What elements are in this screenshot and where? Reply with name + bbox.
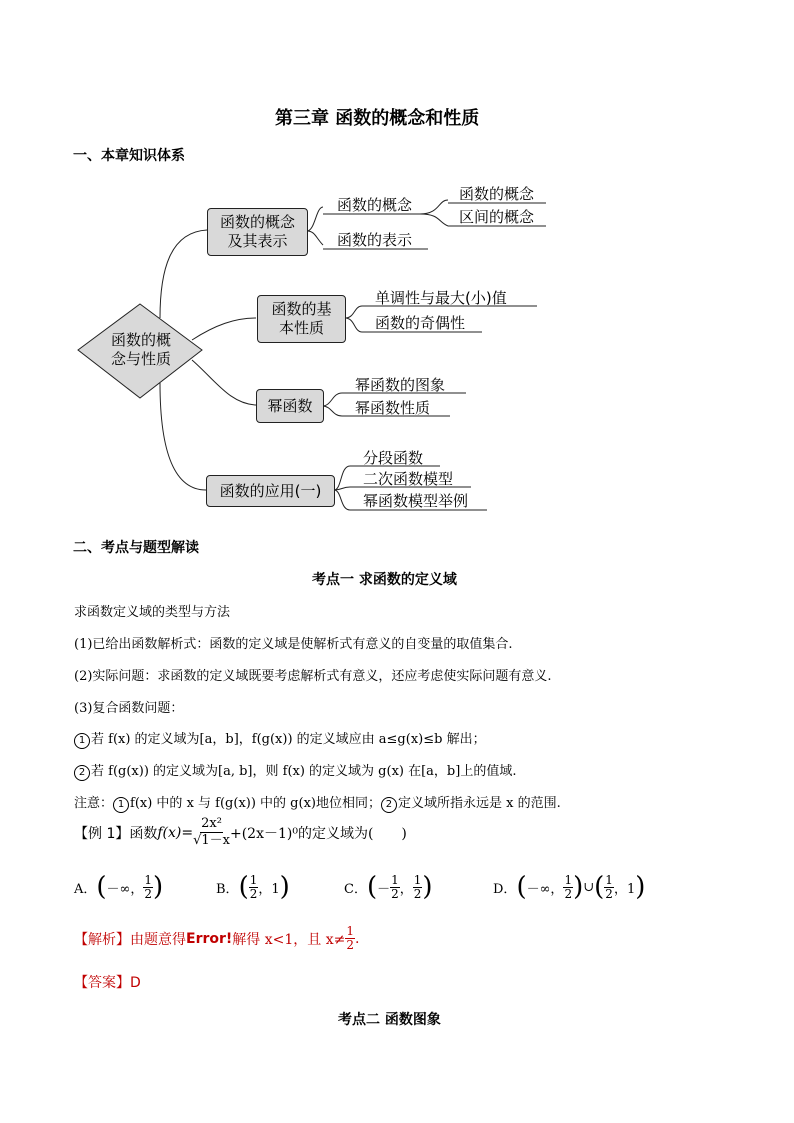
section-heading-1: 一、本章知识体系: [73, 148, 185, 164]
text-line-5-body: 若 f(x) 的定义域为[a，b]，f(g(x)) 的定义域应由 a≤g(x)≤b 解出；: [91, 732, 486, 747]
branch-box-application: 函数的应用(一): [206, 475, 335, 507]
paren-open: (: [516, 872, 527, 902]
paren-open: (: [366, 872, 378, 902]
leaf-b1-sub1: 函数的概念: [337, 196, 413, 214]
circled-number-1: 1: [74, 733, 90, 749]
example-tail: +(2x－1)⁰的定义域为( ): [229, 825, 407, 842]
text-line-5: [74, 728, 486, 749]
option-d-den2: 2: [605, 886, 613, 901]
option-c-num1: 1: [391, 872, 399, 887]
branch1-line1: 函数的概念: [219, 213, 295, 231]
connector-b4: [334, 466, 350, 510]
example-fx: f(x)=: [157, 824, 194, 841]
circled-number-1b: 1: [113, 797, 129, 813]
connector-root-b2: [192, 318, 256, 340]
paren-open: (: [594, 872, 605, 902]
example-denominator: √1－x: [193, 833, 230, 848]
option-b[interactable]: [216, 872, 290, 902]
branch-box-concept: [207, 208, 308, 256]
option-c-num2: 1: [413, 872, 422, 887]
leaf-b2-1: 单调性与最大(小)值: [375, 289, 507, 307]
paren-close: ): [635, 872, 646, 902]
option-c-fraction-2: [413, 874, 423, 901]
option-b-letter: B．: [216, 881, 239, 897]
note-end: 定义域所指永远是 x 的范围.: [397, 796, 561, 811]
leaf-b3-1: 幂函数的图象: [355, 376, 446, 394]
connector-b1-sub: [307, 207, 323, 245]
analysis-end: .: [354, 930, 360, 947]
branch-box-power: 幂函数: [256, 389, 324, 423]
analysis-text: 由题意得: [130, 931, 186, 948]
leaf-b3-2: 幂函数性质: [355, 399, 431, 417]
connector-root-b1: [160, 230, 207, 318]
option-d-right: ，1: [613, 881, 636, 897]
paren-close: ): [153, 872, 164, 902]
branch-box-properties: [257, 295, 346, 343]
example-numerator: 2x²: [201, 816, 222, 831]
option-d[interactable]: [493, 872, 645, 902]
leaf-b4-1: 分段函数: [363, 449, 424, 467]
option-c-comma: ，: [399, 881, 413, 897]
note-middle: f(x) 中的 x 与 f(g(x)) 中的 g(x)地位相同；: [130, 796, 381, 811]
answer: [74, 972, 141, 992]
option-c-den2: 2: [413, 886, 422, 901]
circled-number-2: 2: [74, 765, 90, 781]
text-line-3: (2)实际问题：求函数的定义域既要考虑解析式有意义，还应考虑使实际问题有意义.: [74, 669, 552, 684]
analysis-error: Error!: [186, 930, 233, 947]
analysis-den: 2: [346, 938, 354, 952]
analysis-label: 【解析】: [74, 931, 130, 948]
circled-number-2b: 2: [381, 797, 397, 813]
text-line-1: 求函数定义域的类型与方法: [74, 605, 231, 620]
option-d-num1: 1: [564, 872, 573, 887]
paren-open: (: [238, 872, 249, 902]
option-a-letter: A．: [74, 881, 97, 897]
paren-close: ): [422, 872, 433, 902]
connector-b2: [345, 306, 362, 332]
option-b-right: ，1: [258, 881, 280, 897]
root-label-line2: 念与性质: [110, 350, 171, 368]
analysis-num: 1: [346, 924, 354, 938]
example-1: [74, 816, 407, 849]
text-line-4: (3)复合函数问题：: [74, 701, 184, 716]
option-d-num2: 1: [605, 872, 613, 887]
option-a-left: －∞，: [106, 881, 144, 897]
answer-value: D: [130, 975, 141, 991]
option-b-den: 2: [249, 886, 258, 901]
option-c-fraction-1: [390, 874, 400, 901]
text-line-2: (1)已给出函数解析式：函数的定义域是使解析式有意义的自变量的取值集合.: [74, 637, 513, 652]
connector-root-b3: [192, 360, 256, 405]
option-c[interactable]: [344, 872, 433, 902]
text-line-6: [74, 760, 516, 781]
kaodian-2-heading: 考点二 函数图象: [338, 1012, 441, 1028]
option-b-num: 1: [249, 872, 258, 887]
paren-open: (: [96, 872, 107, 902]
root-label-line1: 函数的概: [110, 331, 171, 349]
option-a-den: 2: [144, 886, 153, 901]
option-d-den1: 2: [564, 886, 573, 901]
analysis-fraction: [345, 925, 355, 952]
analysis-text2: 解得 x<1，且 x≠: [232, 931, 346, 948]
leaf-b2-2: 函数的奇偶性: [375, 314, 466, 332]
example-prefix: 【例 1】函数: [74, 825, 158, 842]
paren-close: ): [279, 872, 290, 902]
branch1-line2: 及其表示: [227, 232, 288, 250]
option-d-fraction-2: [604, 874, 614, 901]
option-b-fraction: [249, 874, 259, 901]
option-c-den1: 2: [391, 886, 399, 901]
leaf-b1-sub1-child2: 区间的概念: [459, 208, 535, 226]
option-d-letter: D．: [493, 881, 517, 897]
example-fraction: [193, 816, 230, 849]
option-d-union: ∪: [583, 879, 595, 895]
page-title: 第三章 函数的概念和性质: [275, 108, 480, 129]
leaf-b4-2: 二次函数模型: [363, 470, 454, 488]
root-label: [104, 331, 178, 369]
option-a-num: 1: [144, 872, 153, 887]
answer-label: 【答案】: [74, 975, 130, 991]
kaodian-1-heading: 考点一 求函数的定义域: [312, 572, 457, 588]
leaf-b4-3: 幂函数模型举例: [363, 492, 469, 510]
leaf-b1-sub1-child1: 函数的概念: [459, 185, 535, 203]
option-a[interactable]: [74, 872, 163, 902]
option-c-letter: C．: [344, 881, 367, 897]
branch2-line2: 本性质: [278, 319, 324, 337]
option-a-fraction: [143, 874, 153, 901]
branch2-line1: 函数的基: [271, 300, 332, 318]
leaf-b1-sub2: 函数的表示: [337, 231, 413, 249]
connector-b3: [322, 393, 342, 416]
section-heading-2: 二、考点与题型解读: [73, 540, 199, 556]
note-prefix: 注意：: [74, 796, 114, 811]
option-c-left: －: [377, 881, 391, 897]
option-d-left: －∞，: [526, 881, 564, 897]
text-line-7: [74, 792, 561, 813]
connector-root-b4: [160, 383, 206, 490]
connector-b1-sub1: [420, 200, 448, 226]
analysis: [74, 925, 359, 952]
option-d-fraction-1: [563, 874, 573, 901]
text-line-6-body: 若 f(g(x)) 的定义域为[a, b]，则 f(x) 的定义域为 g(x) 在[a，b]上的值域.: [91, 764, 517, 779]
paren-close: ): [573, 872, 584, 902]
